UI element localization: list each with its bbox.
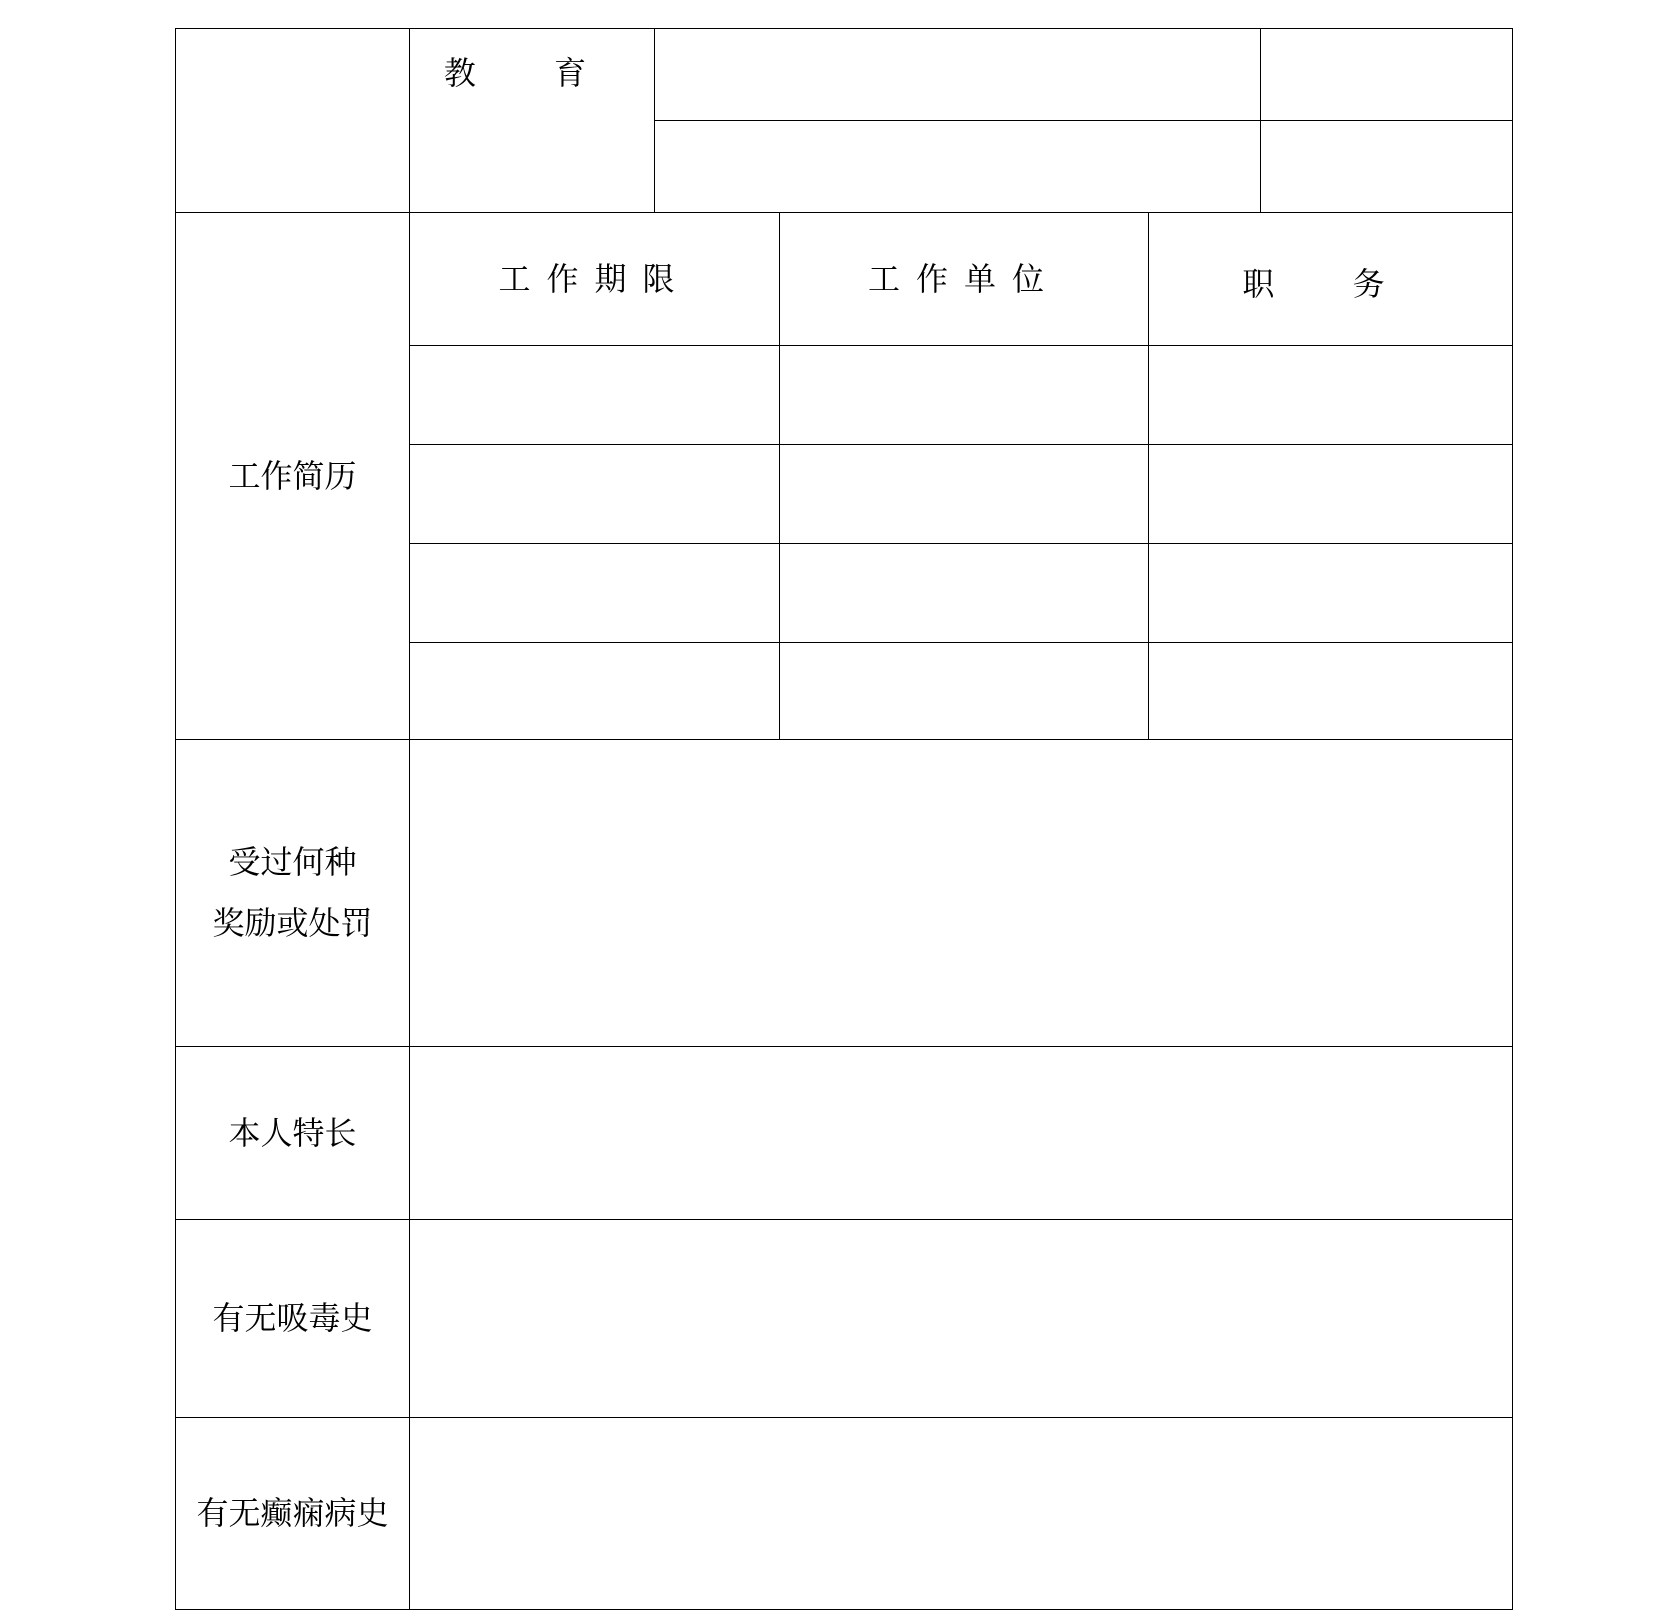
work-employer-field[interactable] xyxy=(779,444,1149,544)
awards-label: 受过何种 奖励或处罚 xyxy=(212,843,373,942)
epilepsy-history-label-cell xyxy=(175,1417,410,1610)
education-label-cell xyxy=(409,28,655,213)
work-employer-header-cell xyxy=(779,212,1149,346)
specialty-label: 本人特长 xyxy=(228,1113,357,1152)
education-label: 教 育 xyxy=(443,54,621,92)
work-period-field[interactable] xyxy=(409,345,780,445)
work-position-header-cell xyxy=(1148,212,1513,346)
work-period-field[interactable] xyxy=(409,444,780,544)
work-position-header: 职 务 xyxy=(1242,264,1419,303)
work-period-field[interactable] xyxy=(409,543,780,643)
work-position-field[interactable] xyxy=(1148,444,1513,544)
education-row1-side-field[interactable] xyxy=(1260,28,1513,121)
work-position-field[interactable] xyxy=(1148,642,1513,740)
drug-history-field[interactable] xyxy=(409,1219,1513,1418)
awards-field[interactable] xyxy=(409,739,1513,1047)
education-row2-side-field[interactable] xyxy=(1260,120,1513,213)
drug-history-label-cell xyxy=(175,1219,410,1418)
work-position-field[interactable] xyxy=(1148,345,1513,445)
work-employer-field[interactable] xyxy=(779,642,1149,740)
work-employer-field[interactable] xyxy=(779,543,1149,643)
work-position-field[interactable] xyxy=(1148,543,1513,643)
education-row2-field[interactable] xyxy=(654,120,1261,213)
work-history-label-cell xyxy=(175,212,410,740)
specialty-label-cell xyxy=(175,1046,410,1220)
education-row1-field[interactable] xyxy=(654,28,1261,121)
work-employer-header: 工作单位 xyxy=(867,259,1060,298)
work-period-header-cell xyxy=(409,212,780,346)
epilepsy-history-field[interactable] xyxy=(409,1417,1513,1610)
education-left-blank-cell[interactable] xyxy=(175,28,410,213)
work-period-field[interactable] xyxy=(409,642,780,740)
awards-label-cell xyxy=(175,739,410,1047)
specialty-field[interactable] xyxy=(409,1046,1513,1220)
work-employer-field[interactable] xyxy=(779,345,1149,445)
work-history-label: 工作简历 xyxy=(228,456,357,495)
work-period-header: 工作期限 xyxy=(498,259,691,298)
epilepsy-history-label: 有无癫痫病史 xyxy=(196,1494,389,1533)
drug-history-label: 有无吸毒史 xyxy=(212,1299,373,1338)
